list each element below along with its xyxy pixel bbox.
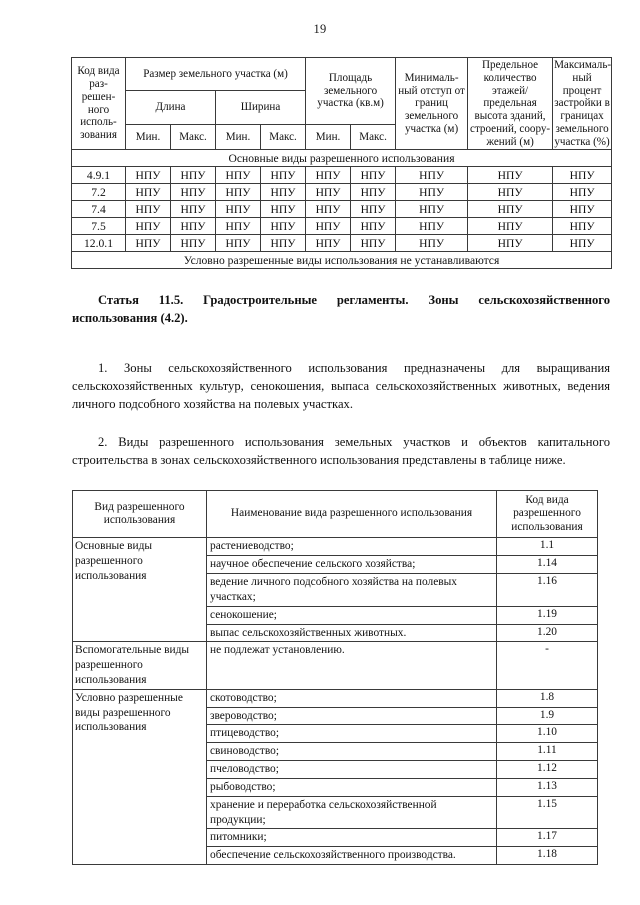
header-use-code: Код вида разрешенного использования <box>497 491 598 538</box>
cell-parameter-value: НПУ <box>261 218 306 235</box>
cell-parameter-value: НПУ <box>306 235 351 252</box>
table2-header-row <box>73 491 598 538</box>
header-area-max: Макс. <box>351 124 396 150</box>
cell-use-code: 12.0.1 <box>72 235 126 252</box>
cell-use-code: 7.5 <box>72 218 126 235</box>
cell-use-kind: Основные виды разрешенного использования <box>73 538 207 642</box>
cell-parameter-value: НПУ <box>171 235 216 252</box>
cell-use-code: 1.9 <box>497 707 598 725</box>
cell-use-kind: Условно разрешенные виды разрешенного использования <box>73 689 207 864</box>
cell-parameter-value: НПУ <box>216 218 261 235</box>
cell-use-name: растениеводство; <box>207 538 497 556</box>
cell-parameter-value: НПУ <box>171 218 216 235</box>
page-number: 19 <box>313 22 327 36</box>
table-row <box>73 689 598 707</box>
cell-use-code: 1.18 <box>497 847 598 865</box>
cell-use-code: 7.2 <box>72 184 126 201</box>
paragraph-1: 1. Зоны сельскохозяйственного использования предназначены для выращивания сельскохозяйственных культур, сенокошения, выпаса сельскохозяйственных животных, ведения личного подсобного хозяйства на полевых участках. <box>72 361 610 411</box>
cell-parameter-value: НПУ <box>216 201 261 218</box>
table-row <box>72 167 612 184</box>
land-parameters-table <box>71 57 612 269</box>
cell-use-code: 1.1 <box>497 538 598 556</box>
header-length: Длина <box>126 91 216 124</box>
table-row <box>72 218 612 235</box>
header-use-name: Наименование вида разрешенного использования <box>207 491 497 538</box>
footer-note-conditional-uses: Условно разрешенные виды использования не устанавливаются <box>72 252 612 269</box>
cell-parameter-value: НПУ <box>468 201 553 218</box>
cell-parameter-value: НПУ <box>216 184 261 201</box>
cell-parameter-value: НПУ <box>171 184 216 201</box>
cell-parameter-value: НПУ <box>396 235 468 252</box>
header-width: Ширина <box>216 91 306 124</box>
cell-parameter-value: НПУ <box>216 235 261 252</box>
cell-parameter-value: НПУ <box>396 167 468 184</box>
cell-parameter-value: НПУ <box>171 167 216 184</box>
header-area-min: Мин. <box>306 124 351 150</box>
cell-use-name: выпас сельскохозяйственных животных. <box>207 624 497 642</box>
header-max-floors-height: Предельное количество этажей/ предельная высота зданий, строений, соору-жений (м) <box>468 58 553 150</box>
cell-use-name: не подлежат установлению. <box>207 642 497 689</box>
header-plot-size: Размер земельного участка (м) <box>126 58 306 91</box>
header-min-setback: Минималь-ный отступ от границ земельного участка (м) <box>396 58 468 150</box>
permitted-use-table <box>72 490 598 865</box>
cell-parameter-value: НПУ <box>306 218 351 235</box>
table-row <box>72 201 612 218</box>
cell-parameter-value: НПУ <box>396 201 468 218</box>
section-label-main-uses: Основные виды разрешенного использования <box>72 150 612 167</box>
cell-use-code: 1.14 <box>497 556 598 574</box>
cell-parameter-value: НПУ <box>306 167 351 184</box>
article-heading: Статья 11.5. Градостроительные регламенты. Зоны сельскохозяйственного использования (4.2). <box>72 293 610 325</box>
cell-use-name: обеспечение сельскохозяйственного производства. <box>207 847 497 865</box>
cell-parameter-value: НПУ <box>351 235 396 252</box>
cell-parameter-value: НПУ <box>468 184 553 201</box>
footer-row-conditional-note <box>72 252 612 269</box>
cell-parameter-value: НПУ <box>306 201 351 218</box>
cell-use-code: 1.20 <box>497 624 598 642</box>
table-row <box>73 538 598 556</box>
cell-use-code: 1.10 <box>497 725 598 743</box>
cell-use-code: 1.16 <box>497 574 598 607</box>
table-header-row-1 <box>72 58 612 91</box>
cell-parameter-value: НПУ <box>553 184 612 201</box>
cell-parameter-value: НПУ <box>468 167 553 184</box>
cell-parameter-value: НПУ <box>553 201 612 218</box>
cell-parameter-value: НПУ <box>216 167 261 184</box>
cell-parameter-value: НПУ <box>553 235 612 252</box>
header-width-min: Мин. <box>216 124 261 150</box>
permitted-use-table-wrapper <box>72 490 598 865</box>
cell-use-name: питомники; <box>207 829 497 847</box>
cell-use-code: 1.17 <box>497 829 598 847</box>
cell-parameter-value: НПУ <box>468 218 553 235</box>
table-row <box>73 642 598 689</box>
header-max-coverage-percent: Максималь-ный процент застройки в границах земельного участка (%) <box>553 58 612 150</box>
cell-parameter-value: НПУ <box>261 201 306 218</box>
header-length-min: Мин. <box>126 124 171 150</box>
cell-parameter-value: НПУ <box>261 167 306 184</box>
cell-parameter-value: НПУ <box>351 218 396 235</box>
cell-parameter-value: НПУ <box>126 201 171 218</box>
header-code-of-permitted-use: Код вида раз-решен-ного исполь-зования <box>72 58 126 150</box>
cell-parameter-value: НПУ <box>126 218 171 235</box>
land-parameters-table-wrapper <box>71 57 612 269</box>
header-use-kind: Вид разрешенного использования <box>73 491 207 538</box>
cell-parameter-value: НПУ <box>396 218 468 235</box>
cell-use-code: 7.4 <box>72 201 126 218</box>
cell-use-code: 1.12 <box>497 761 598 779</box>
section-row-main-uses <box>72 150 612 167</box>
cell-parameter-value: НПУ <box>351 184 396 201</box>
paragraph-2: 2. Виды разрешенного использования земельных участков и объектов капитального строительства в зонах сельскохозяйственного использования представлены в таблице ниже. <box>72 435 610 467</box>
cell-use-name: птицеводство; <box>207 725 497 743</box>
header-width-max: Макс. <box>261 124 306 150</box>
cell-parameter-value: НПУ <box>261 184 306 201</box>
cell-parameter-value: НПУ <box>351 167 396 184</box>
cell-use-code: 1.11 <box>497 743 598 761</box>
cell-use-name: ведение личного подсобного хозяйства на полевых участках; <box>207 574 497 607</box>
cell-use-code: 1.8 <box>497 689 598 707</box>
cell-use-name: скотоводство; <box>207 689 497 707</box>
cell-parameter-value: НПУ <box>126 167 171 184</box>
cell-use-name: рыбоводство; <box>207 778 497 796</box>
cell-parameter-value: НПУ <box>351 201 396 218</box>
cell-use-name: звероводство; <box>207 707 497 725</box>
cell-use-code: 1.19 <box>497 606 598 624</box>
cell-use-code: 1.13 <box>497 778 598 796</box>
cell-parameter-value: НПУ <box>306 184 351 201</box>
cell-parameter-value: НПУ <box>126 184 171 201</box>
cell-use-code: 4.9.1 <box>72 167 126 184</box>
cell-parameter-value: НПУ <box>396 184 468 201</box>
table-row <box>72 235 612 252</box>
cell-use-name: сенокошение; <box>207 606 497 624</box>
header-plot-area: Площадь земельного участка (кв.м) <box>306 58 396 125</box>
cell-parameter-value: НПУ <box>261 235 306 252</box>
cell-use-name: хранение и переработка сельскохозяйственной продукции; <box>207 796 497 829</box>
cell-use-name: пчеловодство; <box>207 761 497 779</box>
cell-use-name: свиноводство; <box>207 743 497 761</box>
cell-parameter-value: НПУ <box>468 235 553 252</box>
table-row <box>72 184 612 201</box>
cell-use-code: 1.15 <box>497 796 598 829</box>
cell-parameter-value: НПУ <box>553 218 612 235</box>
header-length-max: Макс. <box>171 124 216 150</box>
cell-parameter-value: НПУ <box>171 201 216 218</box>
cell-parameter-value: НПУ <box>553 167 612 184</box>
cell-use-code: - <box>497 642 598 689</box>
cell-use-name: научное обеспечение сельского хозяйства; <box>207 556 497 574</box>
cell-parameter-value: НПУ <box>126 235 171 252</box>
cell-use-kind: Вспомогательные виды разрешенного использования <box>73 642 207 689</box>
